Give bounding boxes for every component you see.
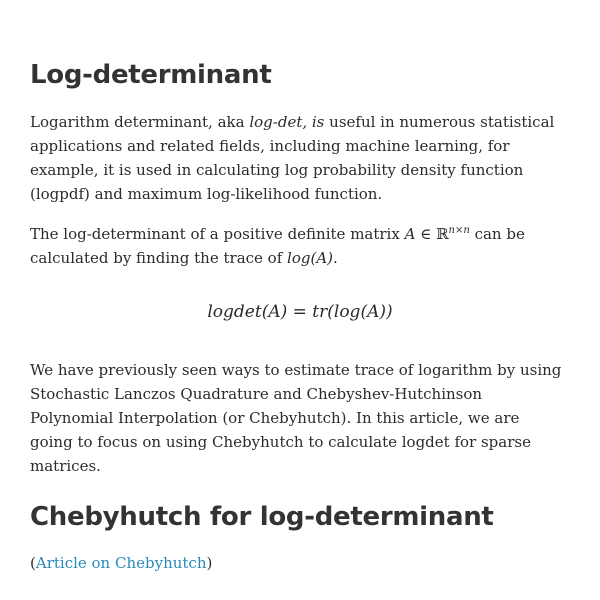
math-matrix-domain [405, 225, 470, 243]
math-symbol-A: A [404, 225, 416, 243]
math-log-A: log(A) [287, 249, 333, 267]
equation-lhs: logdet(A) [207, 302, 288, 322]
math-reals: ℝ [436, 225, 449, 243]
definition-text-c: . [333, 249, 338, 267]
paragraph-previous: We have previously seen ways to estimate trace of logarithm by using Stochastic Lanczos Quadrature and Chebyshev-Hutchinson Polynomial Interpolation (or Chebyhutch). In this article, we are going to focus on using Chebyhutch to calculate logdet for sparse matrices. [30, 361, 562, 475]
intro-emphasis: log-det, is [249, 113, 325, 131]
definition-text-b: can be calculated by finding the trace of [30, 225, 525, 267]
chebyhutch-article-link[interactable]: Article on Chebyhutch [35, 554, 207, 572]
equation-rhs: tr(log(A)) [312, 302, 393, 322]
paragraph-definition [30, 222, 566, 270]
equation-equals: = [287, 302, 313, 322]
intro-text-a: Logarithm determinant, aka [30, 113, 250, 131]
equation-logdet [0, 302, 600, 322]
intro-text-b: useful in numerous statistical applications and related fields, including machine learning, for example, it is used in calculating log probability density function (logpdf) and maximum log-likelihood function. [30, 113, 555, 203]
math-in: ∈ [415, 225, 437, 243]
paragraph-intro [30, 110, 566, 206]
section-heading-chebyhutch: Chebyhutch for log-determinant [30, 502, 494, 532]
definition-text-a: The log-determinant of a positive definite matrix [30, 225, 405, 243]
math-superscript: n×n [448, 225, 470, 236]
paren-close: ) [206, 554, 213, 572]
paren-open: ( [30, 554, 36, 572]
section-heading-log-determinant: Log-determinant [30, 60, 272, 90]
paragraph-link [30, 551, 566, 575]
